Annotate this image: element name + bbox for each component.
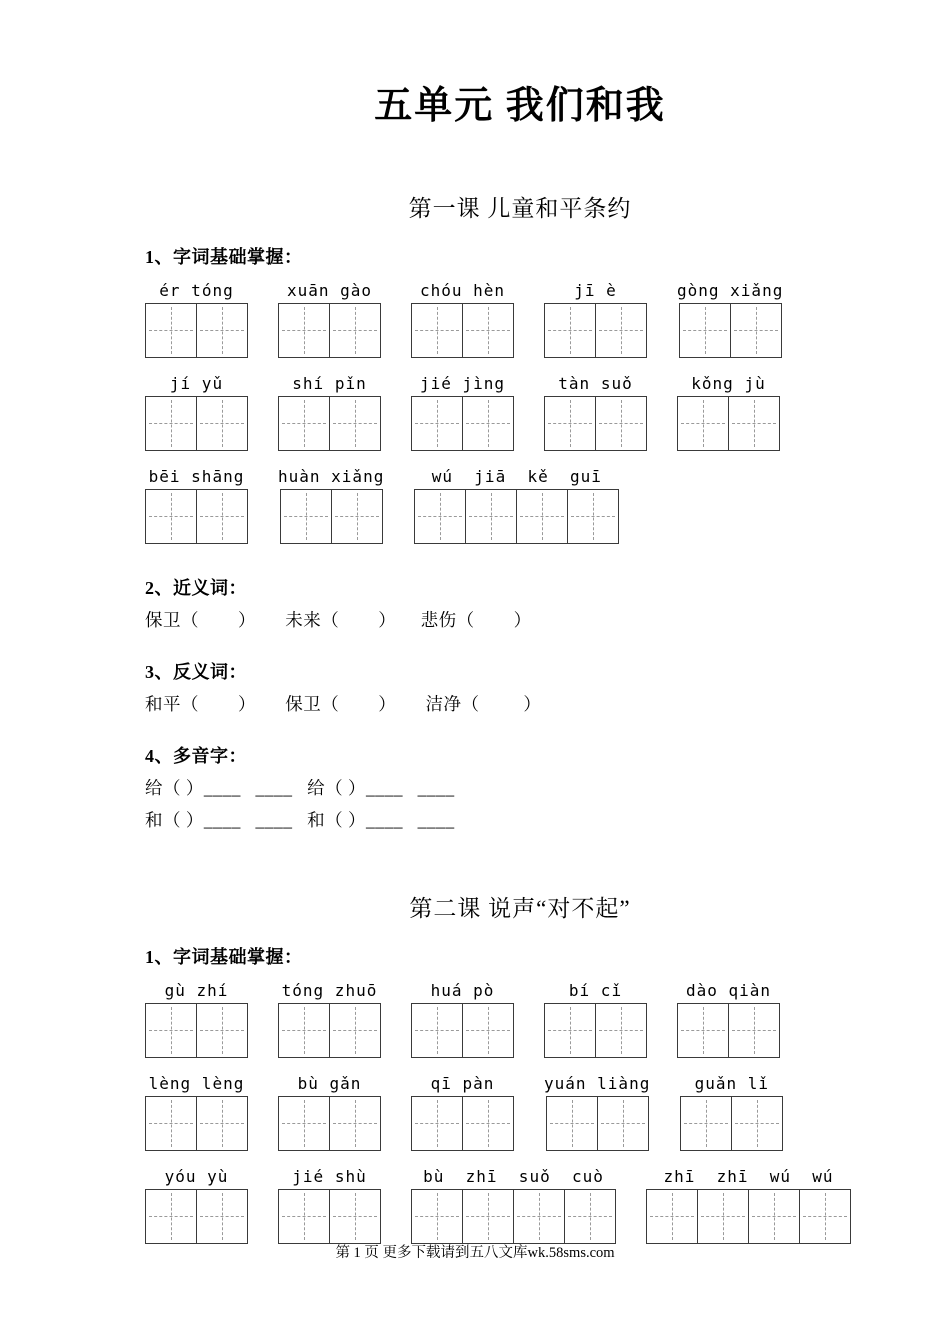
grid-cell xyxy=(462,1003,514,1058)
writing-grid xyxy=(411,303,514,358)
grid-cell xyxy=(679,303,731,358)
writing-grid xyxy=(414,489,619,544)
vocab-word xyxy=(414,467,619,544)
writing-grid xyxy=(677,396,780,451)
writing-grid xyxy=(278,396,381,451)
grid-cell xyxy=(414,489,466,544)
grid-cell xyxy=(595,396,647,451)
grid-cell xyxy=(278,1003,330,1058)
vocab-word xyxy=(544,374,647,451)
writing-grid xyxy=(544,396,647,451)
grid-cell xyxy=(462,1096,514,1151)
vocab-word xyxy=(278,467,384,544)
pinyin-label: jī è xyxy=(574,280,617,300)
writing-grid xyxy=(145,396,248,451)
fill-in-line: 和（ ）____ ____ 和（ ）____ ____ xyxy=(145,809,455,830)
fill-in-line: 保卫（ ） 未来（ ） 悲伤（ ） xyxy=(145,609,532,630)
pinyin-label: bù gǎn xyxy=(297,1073,362,1093)
grid-cell xyxy=(196,303,248,358)
vocab-word xyxy=(677,981,780,1058)
pinyin-label: bēi shāng xyxy=(148,466,245,486)
vocab-word xyxy=(278,1167,381,1244)
pinyin-label: gòng xiǎng xyxy=(677,280,784,300)
vocab-word xyxy=(680,1074,783,1151)
vocab-word xyxy=(411,1167,616,1244)
lesson-2-word-grids xyxy=(145,981,895,1244)
grid-cell xyxy=(196,489,248,544)
grid-cell xyxy=(697,1189,749,1244)
writing-grid xyxy=(278,303,381,358)
grid-cell xyxy=(516,489,568,544)
grid-cell xyxy=(196,1096,248,1151)
pinyin-label: huàn xiǎng xyxy=(278,466,385,486)
pinyin-label: ér tóng xyxy=(159,280,234,300)
grid-cell xyxy=(677,396,729,451)
grid-cell xyxy=(411,1003,463,1058)
grid-cell xyxy=(196,396,248,451)
grid-cell xyxy=(329,1096,381,1151)
pinyin-label: tóng zhuō xyxy=(281,980,378,1000)
grid-cell xyxy=(145,396,197,451)
grid-cell xyxy=(462,1189,514,1244)
writing-grid xyxy=(411,396,514,451)
grid-cell xyxy=(329,303,381,358)
vocab-word xyxy=(646,1167,851,1244)
lesson-1-section xyxy=(145,190,895,832)
vocab-word xyxy=(145,374,248,451)
writing-grid xyxy=(278,1003,381,1058)
vocab-word xyxy=(544,281,647,358)
word-grid-row xyxy=(145,281,895,358)
grid-cell xyxy=(278,396,330,451)
grid-cell xyxy=(329,1189,381,1244)
writing-grid xyxy=(411,1096,514,1151)
grid-cell xyxy=(728,396,780,451)
pinyin-label: jié shù xyxy=(292,1166,367,1186)
grid-cell xyxy=(145,1096,197,1151)
vocab-word xyxy=(411,981,514,1058)
grid-cell xyxy=(544,1003,596,1058)
lesson-1-subsections xyxy=(145,574,895,832)
vocab-word xyxy=(145,981,248,1058)
pinyin-label: qī pàn xyxy=(430,1073,495,1093)
writing-grid xyxy=(679,303,782,358)
writing-grid xyxy=(646,1189,851,1244)
grid-cell xyxy=(546,1096,598,1151)
grid-cell xyxy=(728,1003,780,1058)
grid-cell xyxy=(411,1189,463,1244)
writing-grid xyxy=(411,1189,616,1244)
pinyin-label: bí cǐ xyxy=(568,980,623,1000)
grid-cell xyxy=(145,1003,197,1058)
grid-cell xyxy=(278,1096,330,1151)
grid-cell xyxy=(680,1096,732,1151)
grid-cell xyxy=(331,489,383,544)
vocab-word xyxy=(544,981,647,1058)
grid-cell xyxy=(411,1096,463,1151)
pinyin-label: chóu hèn xyxy=(419,280,506,300)
pinyin-label: xuān gào xyxy=(286,280,373,300)
word-grid-row xyxy=(145,1167,895,1244)
vocab-word xyxy=(411,1074,514,1151)
vocab-word xyxy=(145,467,248,544)
pinyin-label: lèng lèng xyxy=(148,1073,245,1093)
pinyin-label: yóu yù xyxy=(164,1166,229,1186)
writing-grid xyxy=(145,489,248,544)
word-grid-row xyxy=(145,981,895,1058)
grid-cell xyxy=(465,489,517,544)
vocab-word xyxy=(677,281,783,358)
grid-cell xyxy=(597,1096,649,1151)
writing-grid xyxy=(145,1189,248,1244)
writing-grid xyxy=(677,1003,780,1058)
grid-cell xyxy=(748,1189,800,1244)
lesson-1-word-grids xyxy=(145,281,895,544)
grid-cell xyxy=(730,303,782,358)
word-grid-row xyxy=(145,374,895,451)
writing-grid xyxy=(280,489,383,544)
word-grid-row xyxy=(145,1074,895,1151)
vocab-word xyxy=(278,374,381,451)
page-title: 五单元 我们和我 xyxy=(374,85,666,127)
writing-grid xyxy=(278,1096,381,1151)
subsection-label: 2、近义词： xyxy=(145,577,247,598)
writing-grid xyxy=(544,303,647,358)
grid-cell xyxy=(544,396,596,451)
pinyin-label: jié jìng xyxy=(419,373,506,393)
pinyin-label: dào qiàn xyxy=(685,980,772,1000)
grid-cell xyxy=(278,1189,330,1244)
lesson-2-vocab-label: 1、字词基础掌握： xyxy=(145,946,303,967)
grid-cell xyxy=(595,303,647,358)
writing-grid xyxy=(411,1003,514,1058)
grid-cell xyxy=(564,1189,616,1244)
fill-in-line: 和平（ ） 保卫（ ） 洁净（ ） xyxy=(145,693,542,714)
subsection-label: 3、反义词： xyxy=(145,661,247,682)
subsection-label: 4、多音字： xyxy=(145,745,247,766)
grid-cell xyxy=(329,1003,381,1058)
grid-cell xyxy=(411,396,463,451)
writing-grid xyxy=(544,1003,647,1058)
grid-cell xyxy=(595,1003,647,1058)
grid-cell xyxy=(411,303,463,358)
grid-cell xyxy=(677,1003,729,1058)
writing-grid xyxy=(145,303,248,358)
word-grid-row xyxy=(145,467,895,544)
grid-cell xyxy=(646,1189,698,1244)
grid-cell xyxy=(462,303,514,358)
vocab-word xyxy=(145,1074,248,1151)
pinyin-label: yuán liàng xyxy=(544,1073,651,1093)
pinyin-label: tàn suǒ xyxy=(558,373,633,393)
pinyin-label: guǎn lǐ xyxy=(694,1073,770,1093)
lesson-1-vocab-label: 1、字词基础掌握： xyxy=(145,246,303,267)
writing-grid xyxy=(278,1189,381,1244)
grid-cell xyxy=(196,1003,248,1058)
pinyin-label: jí yǔ xyxy=(169,373,224,393)
grid-cell xyxy=(278,303,330,358)
grid-cell xyxy=(329,396,381,451)
pinyin-label: gù zhí xyxy=(164,980,229,1000)
writing-grid xyxy=(680,1096,783,1151)
grid-cell xyxy=(196,1189,248,1244)
lesson-2-section xyxy=(145,890,895,1244)
grid-cell xyxy=(145,303,197,358)
grid-cell xyxy=(145,1189,197,1244)
vocab-word xyxy=(544,1074,650,1151)
grid-cell xyxy=(731,1096,783,1151)
writing-grid xyxy=(546,1096,649,1151)
grid-cell xyxy=(544,303,596,358)
vocab-word xyxy=(411,281,514,358)
vocab-word xyxy=(278,981,381,1058)
pinyin-label: wú jiā kě guī xyxy=(431,466,602,486)
pinyin-label: huá pò xyxy=(430,980,495,1000)
grid-cell xyxy=(462,396,514,451)
pinyin-label: shí pǐn xyxy=(292,373,367,393)
pinyin-label: bù zhī suǒ cuò xyxy=(423,1166,604,1186)
lesson-2-title: 第二课 说声“对不起” xyxy=(409,895,631,921)
vocab-word xyxy=(145,281,248,358)
grid-cell xyxy=(145,489,197,544)
writing-grid xyxy=(145,1003,248,1058)
fill-in-line: 给（ ）____ ____ 给（ ）____ ____ xyxy=(145,777,455,798)
grid-cell xyxy=(280,489,332,544)
grid-cell xyxy=(799,1189,851,1244)
lesson-1-title: 第一课 儿童和平条约 xyxy=(408,195,632,221)
vocab-word xyxy=(278,1074,381,1151)
page-footer: 第 1 页 更多下载请到五八文库wk.58sms.com xyxy=(335,1245,615,1261)
vocab-word xyxy=(677,374,780,451)
pinyin-label: kǒng jù xyxy=(691,373,766,393)
grid-cell xyxy=(567,489,619,544)
writing-grid xyxy=(145,1096,248,1151)
pinyin-label: zhī zhī wú wú xyxy=(663,1166,834,1186)
grid-cell xyxy=(513,1189,565,1244)
vocab-word xyxy=(145,1167,248,1244)
vocab-word xyxy=(278,281,381,358)
vocab-word xyxy=(411,374,514,451)
